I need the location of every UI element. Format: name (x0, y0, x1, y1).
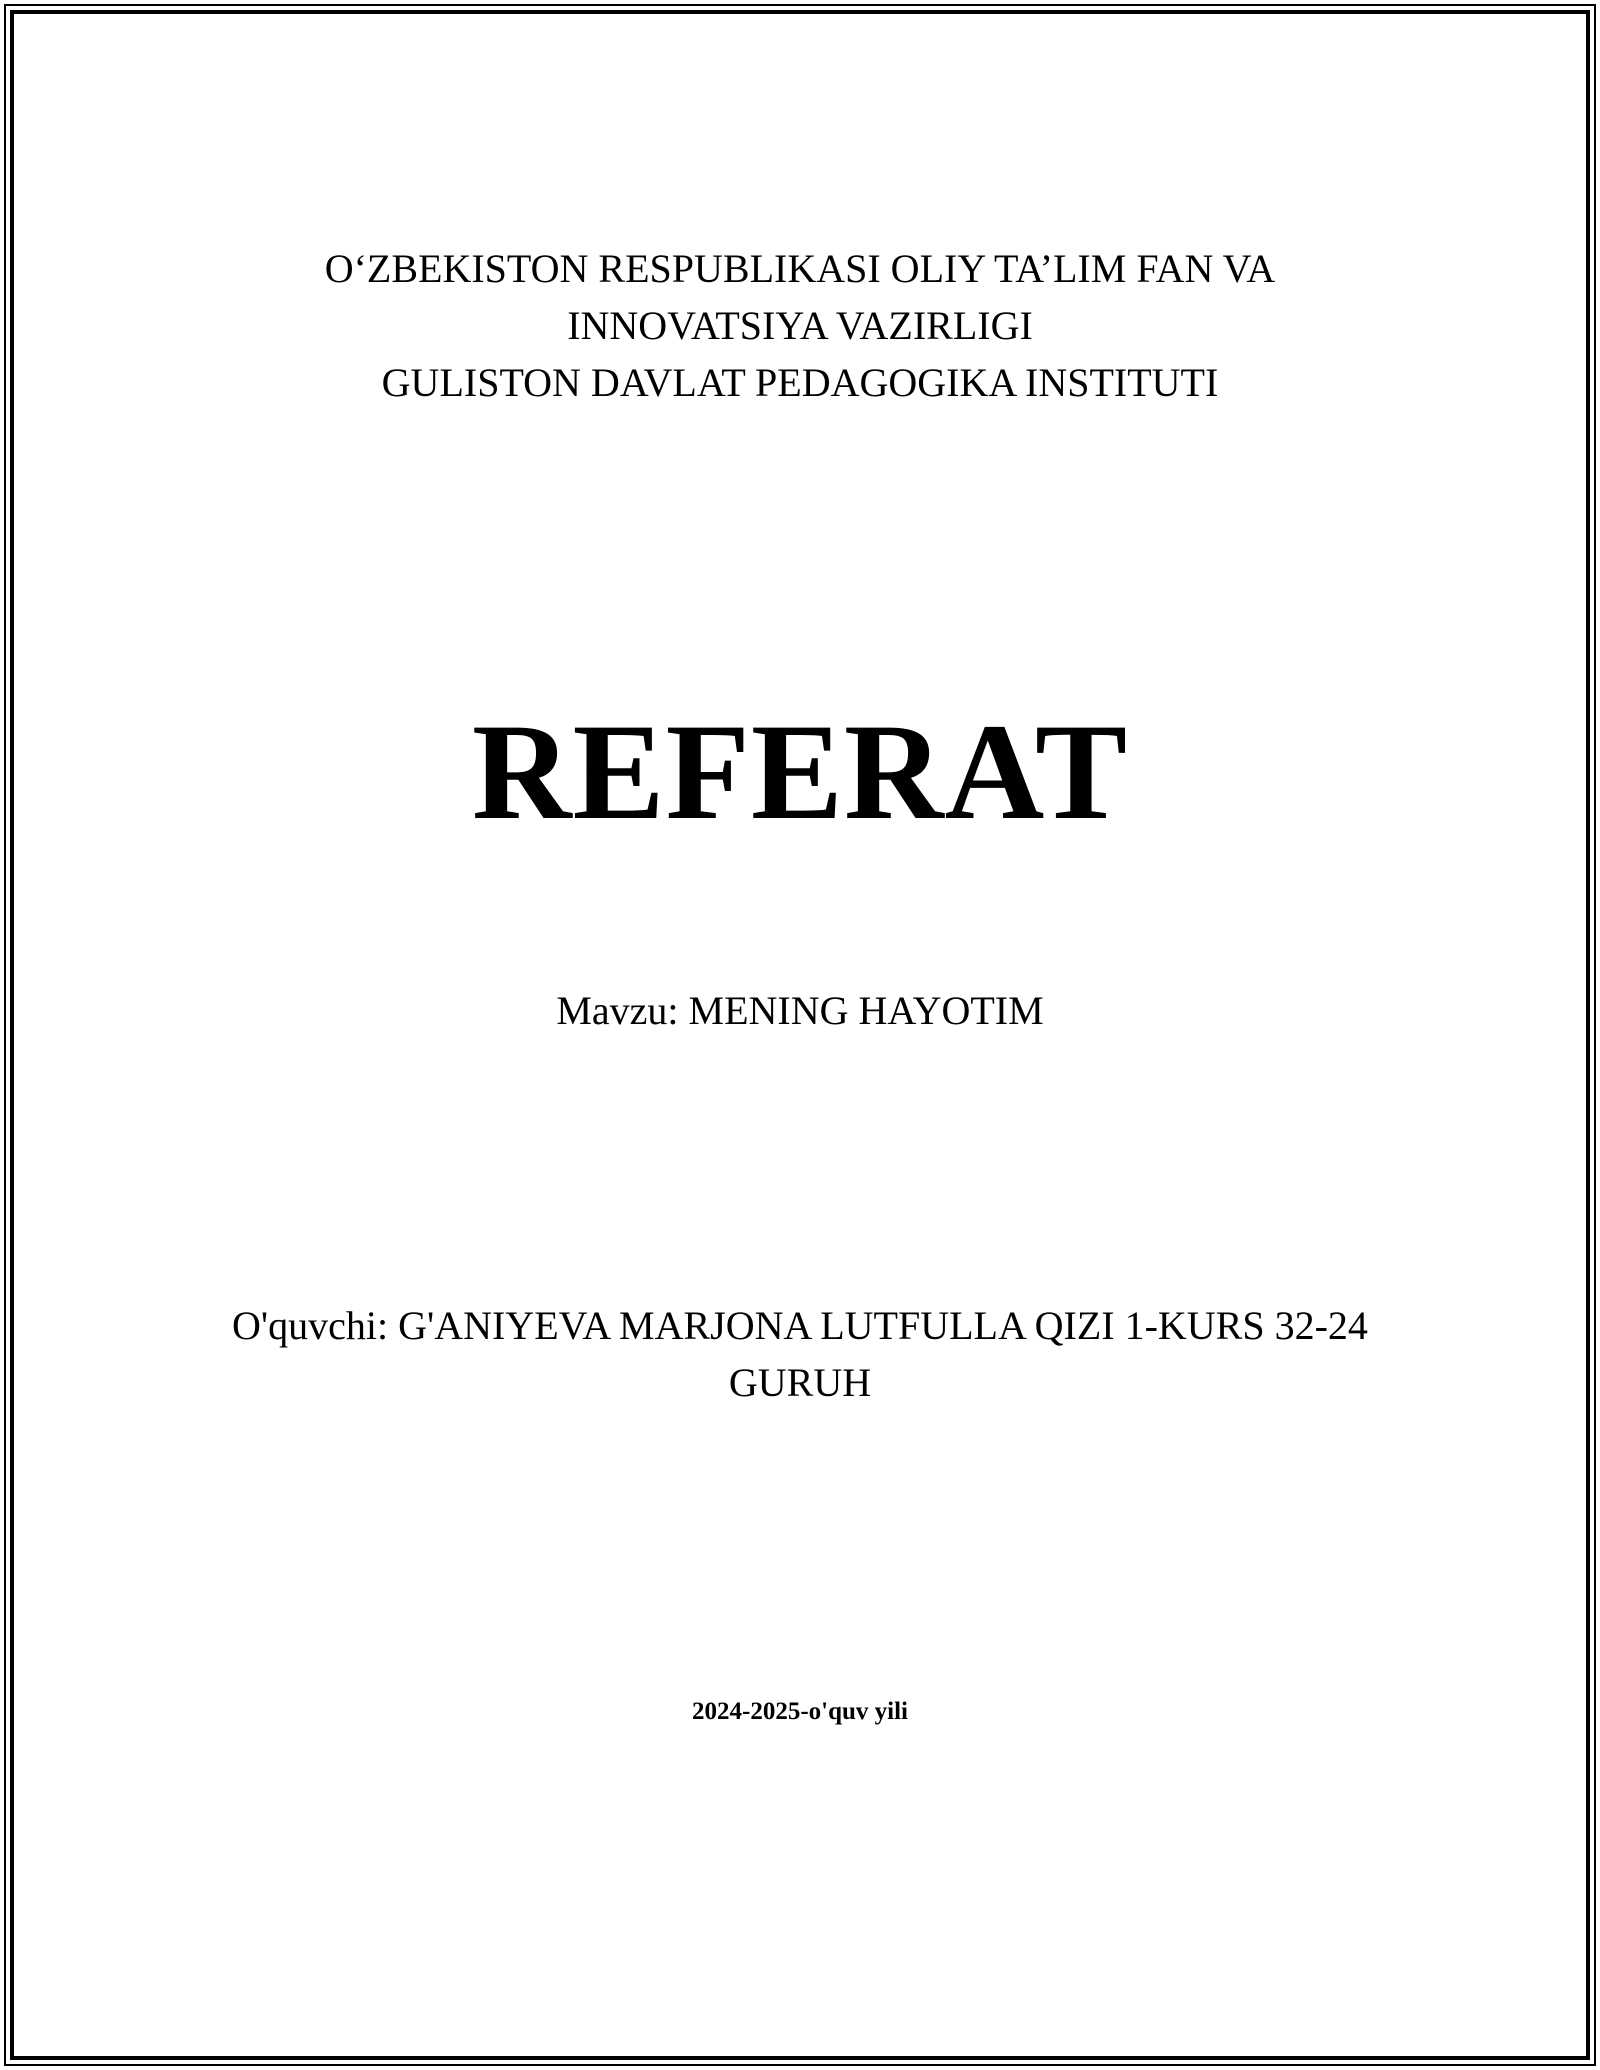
student-line-2: GURUH (728, 1360, 872, 1405)
topic-line: Mavzu: MENING HAYOTIM (556, 988, 1044, 1033)
student-line-1: O'quvchi: G'ANIYEVA MARJONA LUTFULLA QIZI 1-KURS 32-24 (232, 1303, 1368, 1348)
student-block (60, 1297, 1540, 1411)
document-title: REFERAT (471, 695, 1129, 848)
ministry-line-2: INNOVATSIYA VAZIRLIGI (567, 303, 1033, 348)
institute-line: GULISTON DAVLAT PEDAGOGIKA INSTITUTI (381, 360, 1219, 405)
ministry-line-1: O‘ZBEKISTON RESPUBLIKASI OLIY TA’LIM FAN VA (324, 246, 1276, 291)
ministry-header (60, 240, 1540, 411)
academic-year: 2024-2025-o'quv yili (692, 1698, 908, 1725)
